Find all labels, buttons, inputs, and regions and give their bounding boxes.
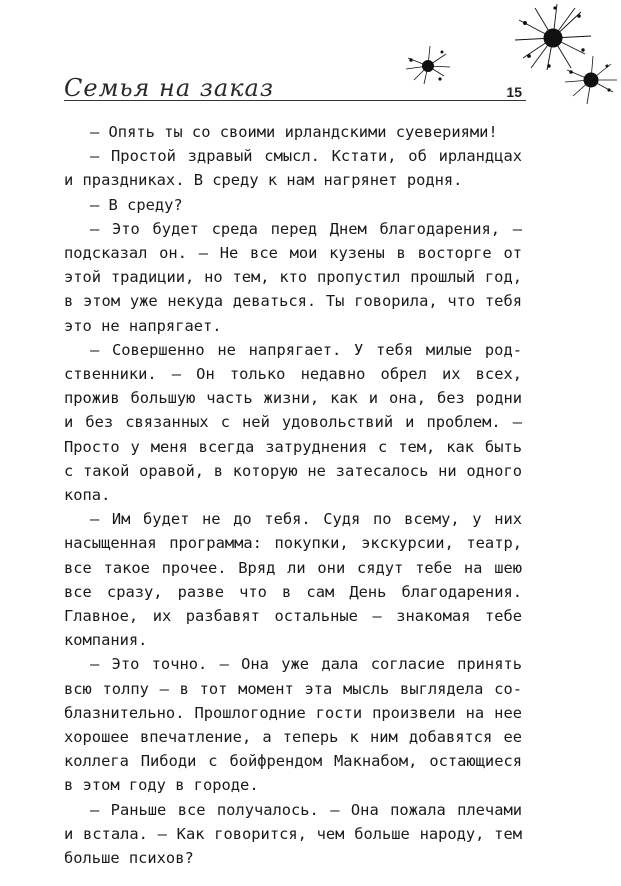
paragraph: — Опять ты со своими ирландскими суевериями! bbox=[90, 123, 498, 141]
paragraph: — В среду? bbox=[90, 195, 183, 214]
page-header bbox=[64, 58, 526, 102]
paragraph: — Раньше все получалось. — Она пожала плечами и встала. — Как говорится, чем больше народу, тем больше психов? bbox=[64, 800, 522, 868]
paragraph: — Совершенно не напрягает. У тебя милые родственники. — Он только недавно обрел их всех, прожив большую часть жизни, как и она, без родни и без связанных с ней удовольствий и проблем. — Просто у меня всегда затруднения с тем, как быть с такой оравой, в которую не затесалось ни одного копа. bbox=[64, 340, 522, 505]
paragraph: — Простой здравый смысл. Кстати, об ирландцах и праздниках. В среду к нам нагрянет родня. bbox=[64, 147, 522, 190]
ink-splatter-icon bbox=[565, 56, 617, 104]
ink-splatter-icon bbox=[515, 4, 591, 70]
paragraph: — Это будет среда перед Днем благодарения, — подсказал он. — Не все мои кузены в восторге от этой традиции, но тем, кто пропустил прошлый год, в этом уже некуда деваться. Ты говорила, что тебя это не напрягает. bbox=[64, 219, 522, 335]
paragraph: — Это точно. — Она уже дала согласие принять всю толпу — в тот момент эта мысль выглядела соблазнительно. Прошлогодние гости произвели на нее хорошее впечатление, а теперь к ним добавятся ее коллега Пибоди с бойфрендом Макнабом, остающиеся в этом году в городе. bbox=[64, 655, 522, 795]
running-title: Семья на заказ bbox=[64, 74, 274, 102]
paragraph: — Им будет не до тебя. Судя по всему, у них насыщенная программа: покупки, экскурсии, театр, все такое прочее. Вряд ли они сядут тебе на шею все сразу, разве что в сам День благодарения. Главное, их разбавят остальные — знакомая тебе компания. bbox=[64, 510, 522, 650]
body-text bbox=[64, 120, 522, 870]
header-rule bbox=[64, 100, 526, 101]
page-number: 15 bbox=[506, 84, 522, 100]
